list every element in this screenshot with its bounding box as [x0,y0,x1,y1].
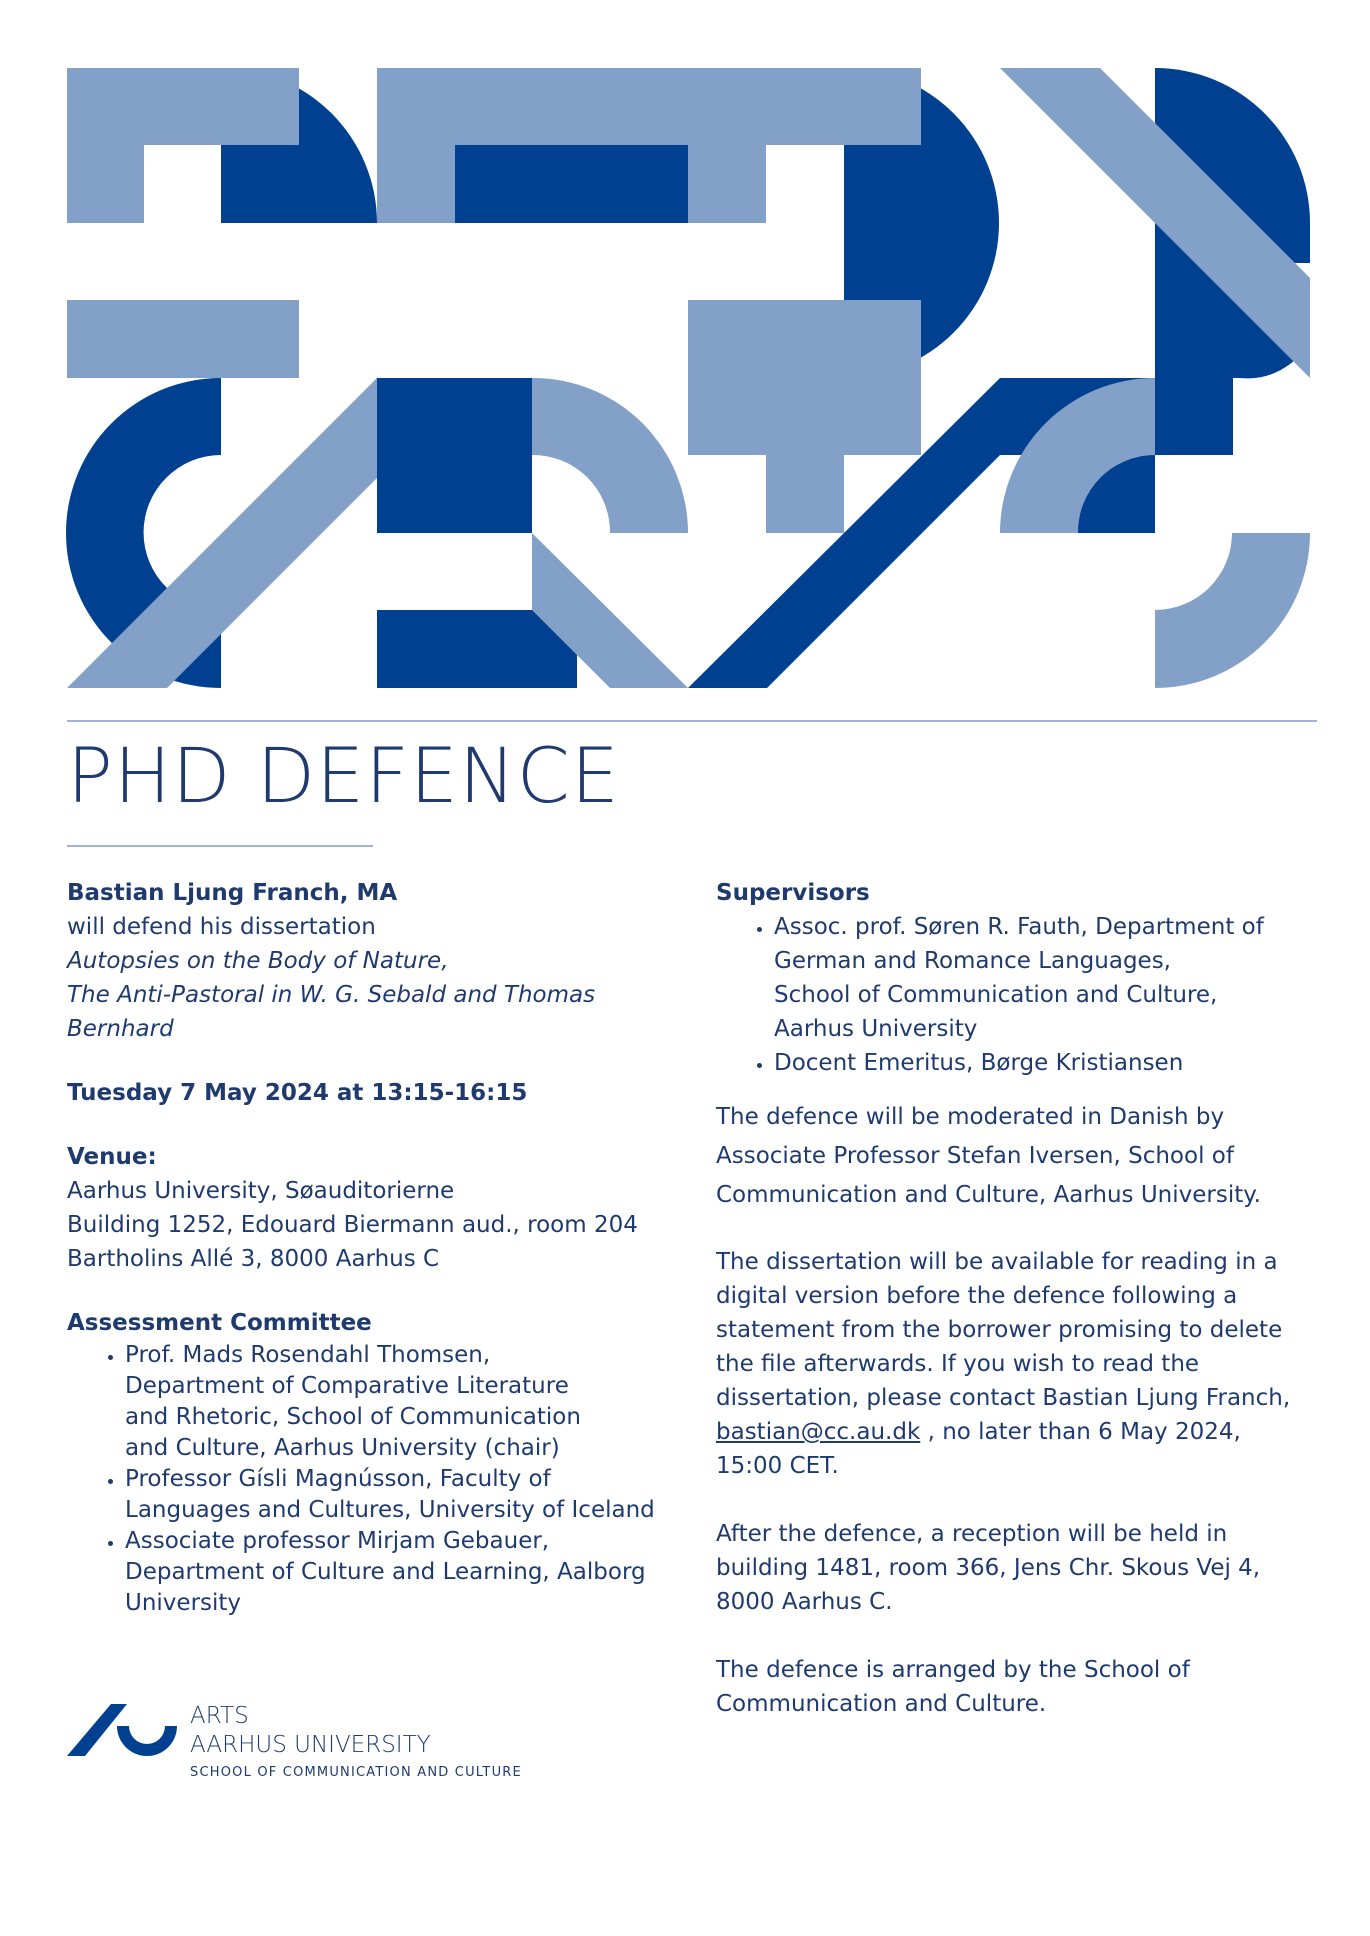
au-logo-icon [67,1698,177,1758]
committee-list [67,1340,667,1619]
graphic-shape [688,145,766,223]
candidate-intro: will defend his dissertation [67,914,376,940]
venue-line: Bartholins Allé 3, 8000 Aarhus C [67,1246,440,1272]
graphic-shape [688,300,921,378]
supervisor-item: • Assoc. prof. Søren R. Fauth, Department of German and Romance Languages, School of Communication and Culture, Aarhus University [774,910,1316,1046]
right-column [716,876,1316,1721]
venue-line: Aarhus University, Søauditorierne [67,1178,455,1204]
committee-heading: Assessment Committee [67,1310,372,1336]
left-column [67,876,667,1619]
logo-university: AARHUS UNIVERSITY [190,1732,431,1758]
dissertation-title-line: Autopsies on the Body of Nature, [67,948,449,974]
graphic-shape [688,68,921,145]
graphic-shape [377,145,455,223]
phd-defence-graphic [0,0,1370,700]
venue-label: Venue: [67,1144,157,1170]
defence-date: Tuesday 7 May 2024 at 13:15-16:15 [67,1080,528,1106]
title-underline [67,845,373,847]
graphic-shape [455,145,688,223]
graphic-shape [377,68,688,145]
supervisors-list [716,910,1316,1080]
arranged-paragraph: The defence is arranged by the School of Communication and Culture. [716,1657,1190,1717]
logo-school: SCHOOL OF COMMUNICATION AND CULTURE [190,1765,522,1780]
graphic-shape [688,378,921,455]
moderation-paragraph: The defence will be moderated in Danish by Associate Professor Stefan Iversen, School of Communication and Culture, Aarhus University. [716,1104,1261,1208]
logo-wordmark [190,1702,431,1760]
dissertation-title-line: The Anti-Pastoral in W. G. Sebald and Thomas [67,982,596,1008]
divider-line [67,720,1317,722]
graphic-shape [67,300,299,378]
committee-member: • Prof. Mads Rosendahl Thomsen, Department of Comparative Literature and Rhetoric, School of Communication and Culture, Aarhus University (chair) [125,1340,667,1464]
committee-member: • Professor Gísli Magnússon, Faculty of Languages and Cultures, University of Iceland [125,1464,667,1526]
graphic-shape [377,378,532,533]
graphic-shape [67,145,144,223]
logo-arts: ARTS [190,1703,249,1729]
venue-line: Building 1252, Edouard Biermann aud., room 204 [67,1212,638,1238]
dissertation-title-line: Bernhard [67,1016,174,1042]
graphic-shape [67,68,299,145]
supervisor-item: • Docent Emeritus, Børge Kristiansen [774,1046,1316,1080]
reception-paragraph: After the defence, a reception will be held in building 1481, room 366, Jens Chr. Skous Vej 4, 8000 Aarhus C. [716,1521,1261,1615]
committee-member: • Associate professor Mirjam Gebauer, Department of Culture and Learning, Aalborg University [125,1526,667,1619]
graphic-shape [1155,533,1310,688]
page-title: PHD DEFENCE [67,731,620,820]
candidate-name: Bastian Ljung Franch, MA [67,880,398,906]
graphic-shape [766,455,844,533]
availability-paragraph: The dissertation will be available for reading in a digital version before the defence following a statement from the borrower promising to delete the file afterwards. If you wish to read the dissertation, please contact Bastian Ljung Franch, bastian@cc.au.dk , no later than 6 May 2024, 15:00 CET. [716,1249,1291,1479]
supervisors-heading: Supervisors [716,880,870,906]
graphic-shape [532,378,688,533]
contact-email-link[interactable]: bastian@cc.au.dk [716,1419,921,1445]
